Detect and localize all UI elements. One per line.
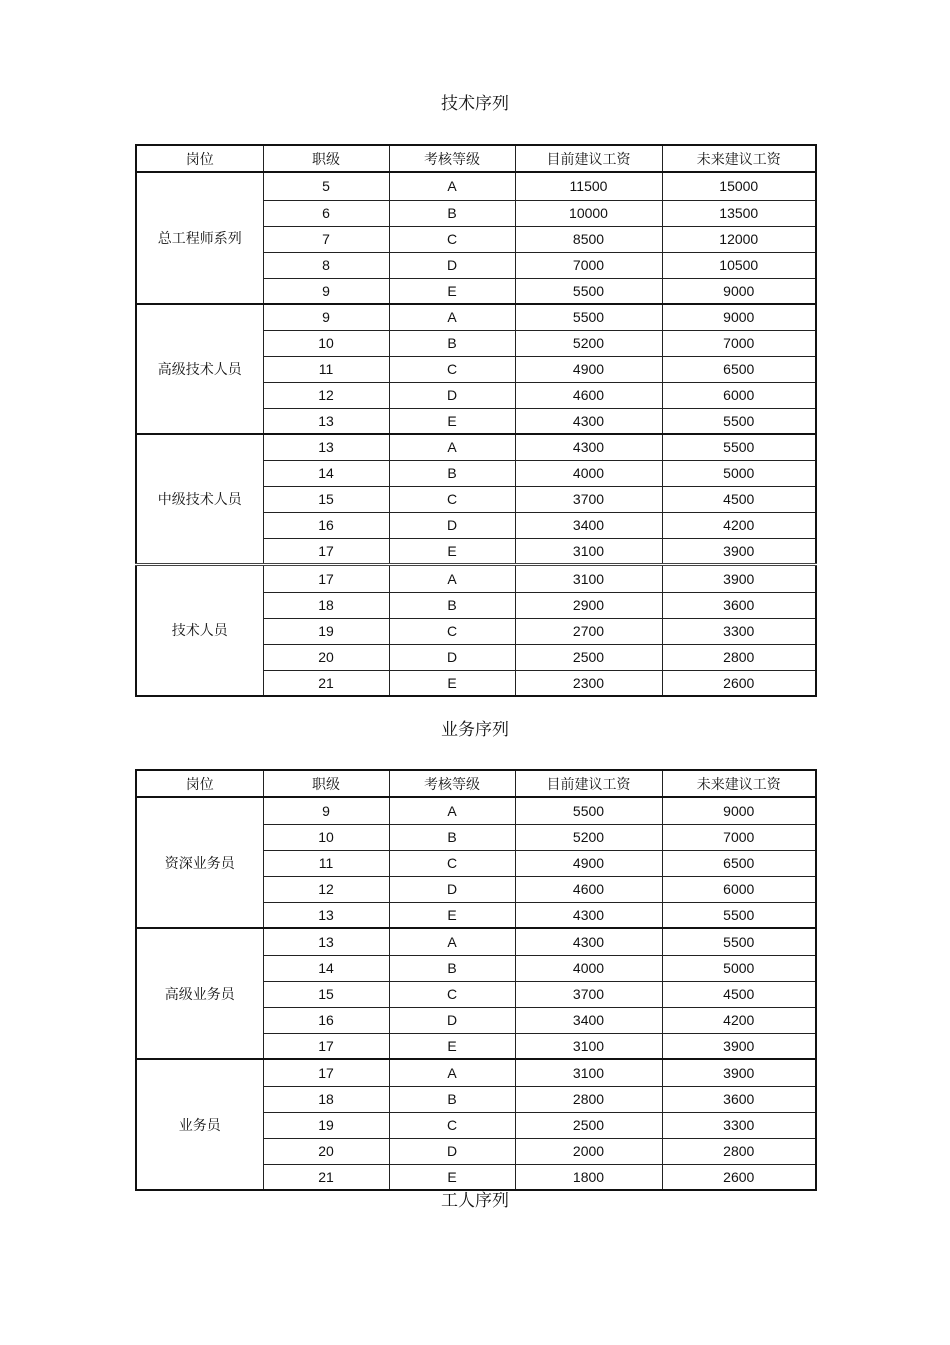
job-level: 20	[263, 1138, 389, 1164]
assessment-grade: C	[389, 981, 515, 1007]
assessment-grade: B	[389, 460, 515, 486]
assessment-grade: C	[389, 850, 515, 876]
current-salary: 2300	[515, 670, 662, 696]
table-row	[136, 928, 816, 955]
position-group	[136, 172, 816, 304]
assessment-grade: E	[389, 538, 515, 564]
current-salary: 4000	[515, 955, 662, 981]
job-level: 6	[263, 200, 389, 226]
job-level: 15	[263, 486, 389, 512]
future-salary: 3900	[662, 1059, 816, 1086]
job-level: 17	[263, 1059, 389, 1086]
assessment-grade: C	[389, 486, 515, 512]
assessment-grade: C	[389, 226, 515, 252]
job-level: 5	[263, 172, 389, 200]
future-salary: 9000	[662, 797, 816, 824]
future-salary: 9000	[662, 278, 816, 304]
current-salary: 4300	[515, 928, 662, 955]
future-salary: 15000	[662, 172, 816, 200]
assessment-grade: B	[389, 955, 515, 981]
future-salary: 2600	[662, 670, 816, 696]
column-header: 考核等级	[389, 145, 515, 172]
position-group	[136, 304, 816, 434]
column-header: 未来建议工资	[662, 770, 816, 797]
job-level: 17	[263, 564, 389, 592]
future-salary: 3900	[662, 1033, 816, 1059]
job-level: 13	[263, 928, 389, 955]
assessment-grade: D	[389, 512, 515, 538]
current-salary: 4000	[515, 460, 662, 486]
position-group	[136, 564, 816, 696]
future-salary: 5000	[662, 460, 816, 486]
job-level: 10	[263, 824, 389, 850]
job-level: 10	[263, 330, 389, 356]
future-salary: 13500	[662, 200, 816, 226]
future-salary: 5500	[662, 902, 816, 928]
worker-section-title: 工人序列	[441, 1191, 509, 1211]
assessment-grade: A	[389, 797, 515, 824]
current-salary: 3100	[515, 564, 662, 592]
column-header: 岗位	[136, 145, 263, 172]
current-salary: 5500	[515, 278, 662, 304]
job-level: 11	[263, 850, 389, 876]
current-salary: 1800	[515, 1164, 662, 1190]
position-name: 总工程师系列	[136, 172, 263, 304]
position-name: 高级业务员	[136, 928, 263, 1059]
tech-section-title: 技术序列	[441, 94, 509, 114]
position-group	[136, 797, 816, 928]
current-salary: 2900	[515, 592, 662, 618]
current-salary: 5500	[515, 797, 662, 824]
assessment-grade: A	[389, 1059, 515, 1086]
job-level: 17	[263, 538, 389, 564]
future-salary: 10500	[662, 252, 816, 278]
current-salary: 4600	[515, 876, 662, 902]
job-level: 16	[263, 512, 389, 538]
future-salary: 7000	[662, 824, 816, 850]
current-salary: 10000	[515, 200, 662, 226]
job-level: 19	[263, 618, 389, 644]
future-salary: 6000	[662, 876, 816, 902]
assessment-grade: A	[389, 304, 515, 330]
future-salary: 3300	[662, 618, 816, 644]
column-header: 岗位	[136, 770, 263, 797]
job-level: 12	[263, 876, 389, 902]
job-level: 19	[263, 1112, 389, 1138]
business-section-title: 业务序列	[441, 720, 509, 740]
position-group	[136, 928, 816, 1059]
job-level: 18	[263, 592, 389, 618]
tech-salary-table	[135, 144, 817, 697]
header-row	[136, 770, 816, 797]
assessment-grade: C	[389, 356, 515, 382]
table-row	[136, 172, 816, 200]
job-level: 7	[263, 226, 389, 252]
assessment-grade: D	[389, 644, 515, 670]
current-salary: 2500	[515, 644, 662, 670]
current-salary: 4300	[515, 434, 662, 460]
assessment-grade: C	[389, 618, 515, 644]
assessment-grade: B	[389, 824, 515, 850]
job-level: 14	[263, 460, 389, 486]
column-header: 职级	[263, 145, 389, 172]
assessment-grade: D	[389, 1007, 515, 1033]
assessment-grade: A	[389, 564, 515, 592]
job-level: 13	[263, 434, 389, 460]
assessment-grade: D	[389, 876, 515, 902]
current-salary: 4300	[515, 902, 662, 928]
job-level: 18	[263, 1086, 389, 1112]
header-row	[136, 145, 816, 172]
future-salary: 3600	[662, 592, 816, 618]
assessment-grade: D	[389, 382, 515, 408]
future-salary: 3600	[662, 1086, 816, 1112]
future-salary: 5500	[662, 408, 816, 434]
assessment-grade: B	[389, 200, 515, 226]
current-salary: 11500	[515, 172, 662, 200]
position-name: 业务员	[136, 1059, 263, 1190]
current-salary: 3100	[515, 1059, 662, 1086]
current-salary: 3700	[515, 486, 662, 512]
job-level: 15	[263, 981, 389, 1007]
future-salary: 2800	[662, 644, 816, 670]
job-level: 12	[263, 382, 389, 408]
job-level: 9	[263, 278, 389, 304]
future-salary: 9000	[662, 304, 816, 330]
assessment-grade: E	[389, 278, 515, 304]
table-row	[136, 797, 816, 824]
future-salary: 2600	[662, 1164, 816, 1190]
future-salary: 3900	[662, 564, 816, 592]
column-header: 目前建议工资	[515, 770, 662, 797]
table-row	[136, 1059, 816, 1086]
current-salary: 4600	[515, 382, 662, 408]
assessment-grade: B	[389, 592, 515, 618]
column-header: 未来建议工资	[662, 145, 816, 172]
job-level: 14	[263, 955, 389, 981]
assessment-grade: A	[389, 172, 515, 200]
job-level: 20	[263, 644, 389, 670]
future-salary: 12000	[662, 226, 816, 252]
future-salary: 5500	[662, 434, 816, 460]
future-salary: 4500	[662, 486, 816, 512]
assessment-grade: E	[389, 408, 515, 434]
business-salary-table	[135, 769, 817, 1191]
assessment-grade: D	[389, 252, 515, 278]
assessment-grade: C	[389, 1112, 515, 1138]
job-level: 21	[263, 670, 389, 696]
future-salary: 5500	[662, 928, 816, 955]
future-salary: 5000	[662, 955, 816, 981]
job-level: 13	[263, 902, 389, 928]
future-salary: 3300	[662, 1112, 816, 1138]
table-row	[136, 564, 816, 592]
current-salary: 4900	[515, 850, 662, 876]
job-level: 17	[263, 1033, 389, 1059]
current-salary: 2500	[515, 1112, 662, 1138]
assessment-grade: E	[389, 1033, 515, 1059]
future-salary: 2800	[662, 1138, 816, 1164]
assessment-grade: E	[389, 902, 515, 928]
job-level: 21	[263, 1164, 389, 1190]
job-level: 11	[263, 356, 389, 382]
future-salary: 3900	[662, 538, 816, 564]
position-name: 高级技术人员	[136, 304, 263, 434]
position-name: 中级技术人员	[136, 434, 263, 564]
assessment-grade: B	[389, 1086, 515, 1112]
current-salary: 4900	[515, 356, 662, 382]
assessment-grade: A	[389, 434, 515, 460]
current-salary: 3100	[515, 1033, 662, 1059]
current-salary: 2000	[515, 1138, 662, 1164]
future-salary: 7000	[662, 330, 816, 356]
future-salary: 6500	[662, 356, 816, 382]
table-row	[136, 434, 816, 460]
current-salary: 3700	[515, 981, 662, 1007]
current-salary: 3100	[515, 538, 662, 564]
current-salary: 4300	[515, 408, 662, 434]
current-salary: 3400	[515, 1007, 662, 1033]
future-salary: 6000	[662, 382, 816, 408]
assessment-grade: A	[389, 928, 515, 955]
job-level: 9	[263, 797, 389, 824]
current-salary: 5200	[515, 330, 662, 356]
position-name: 技术人员	[136, 564, 263, 696]
job-level: 9	[263, 304, 389, 330]
column-header: 考核等级	[389, 770, 515, 797]
future-salary: 4200	[662, 1007, 816, 1033]
job-level: 13	[263, 408, 389, 434]
assessment-grade: D	[389, 1138, 515, 1164]
future-salary: 4200	[662, 512, 816, 538]
job-level: 16	[263, 1007, 389, 1033]
position-group	[136, 1059, 816, 1190]
column-header: 目前建议工资	[515, 145, 662, 172]
current-salary: 5200	[515, 824, 662, 850]
current-salary: 2800	[515, 1086, 662, 1112]
future-salary: 4500	[662, 981, 816, 1007]
table-row	[136, 304, 816, 330]
current-salary: 5500	[515, 304, 662, 330]
job-level: 8	[263, 252, 389, 278]
future-salary: 6500	[662, 850, 816, 876]
assessment-grade: E	[389, 1164, 515, 1190]
current-salary: 7000	[515, 252, 662, 278]
position-group	[136, 434, 816, 564]
position-name: 资深业务员	[136, 797, 263, 928]
current-salary: 2700	[515, 618, 662, 644]
current-salary: 8500	[515, 226, 662, 252]
current-salary: 3400	[515, 512, 662, 538]
column-header: 职级	[263, 770, 389, 797]
assessment-grade: B	[389, 330, 515, 356]
assessment-grade: E	[389, 670, 515, 696]
